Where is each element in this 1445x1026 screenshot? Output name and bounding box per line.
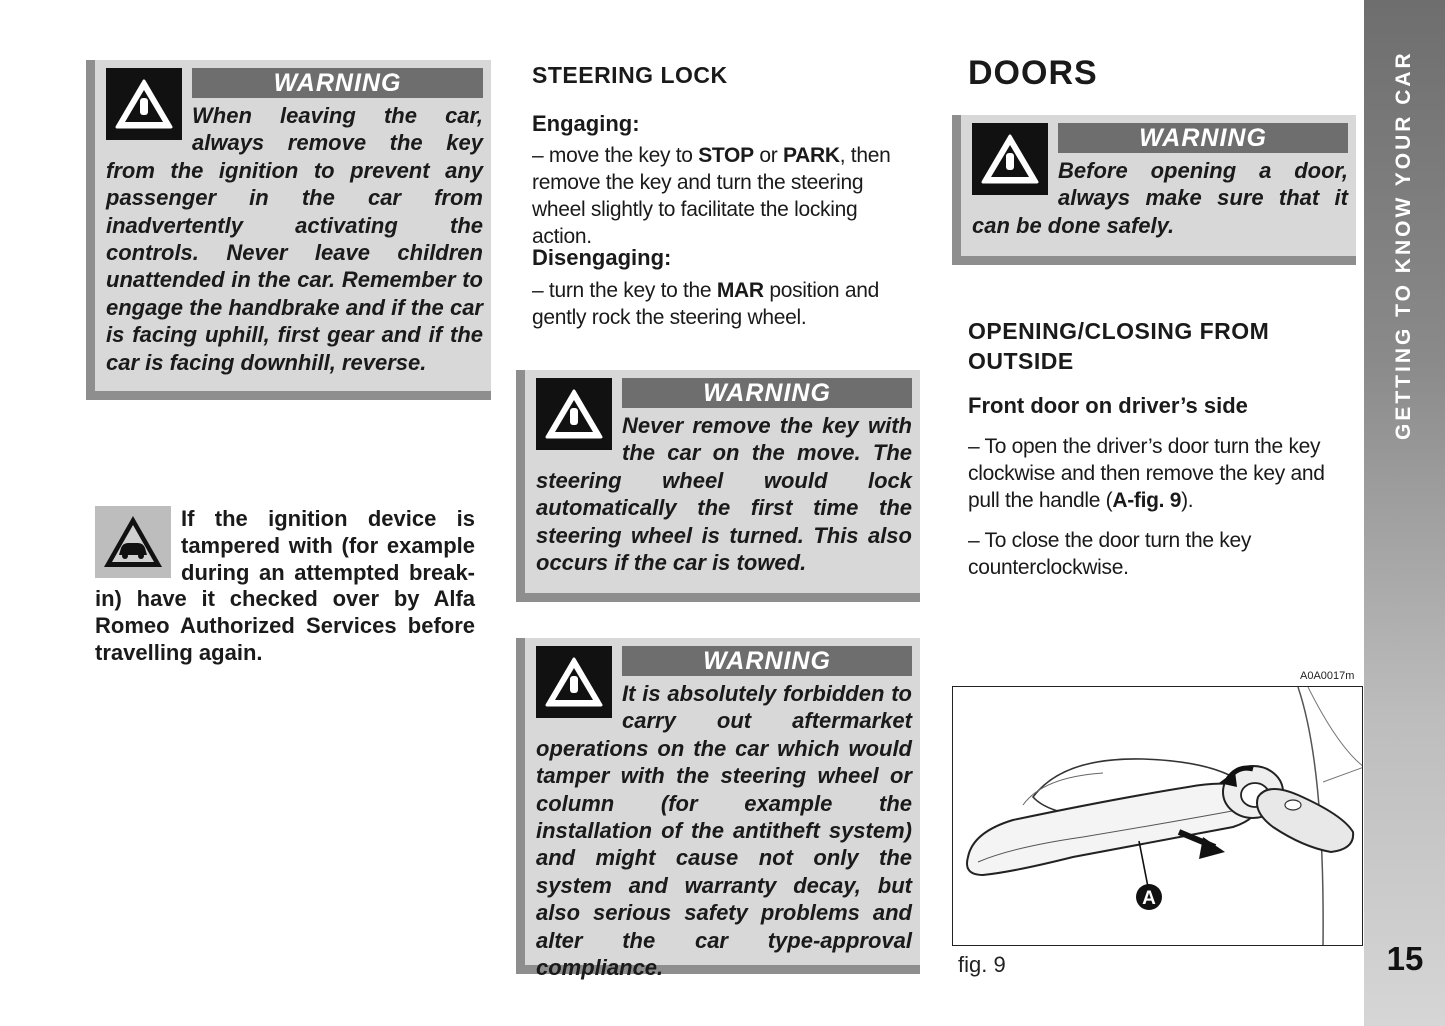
- warning-text: When leaving the car, always remove the key from the ignition to prevent any passenger in the car from inadvertently activating the controls. Never leave children unattended in the car. Remember to engage the handbrake and if the car is facing uphill, first gear and if the car is facing downhill, reverse.: [106, 103, 483, 375]
- steering-lock-heading: STEERING LOCK: [532, 62, 728, 88]
- mar-keyword: MAR: [716, 279, 764, 302]
- open-door-text-2: ).: [1181, 489, 1194, 512]
- disengaging-heading: Disengaging:: [532, 245, 672, 270]
- warning-text: Before opening a door, always make sure that it can be done safely.: [972, 158, 1348, 238]
- figure-caption: fig. 9: [958, 952, 1006, 977]
- warning-title: WARNING: [192, 68, 483, 98]
- figure-code: A0A0017m: [1300, 670, 1355, 682]
- opening-closing-heading: OPENING/CLOSING FROM OUTSIDE: [968, 318, 1270, 374]
- warning-box-key-move: [516, 370, 920, 602]
- page-number: 15: [1386, 940, 1424, 977]
- disengaging-paragraph: [532, 277, 912, 331]
- engaging-text-3: , then remove the key and turn the steering wheel slightly to facilitate the locking action.: [532, 144, 891, 248]
- warning-title: WARNING: [622, 646, 912, 676]
- warning-triangle-icon: [536, 378, 612, 450]
- open-door-text-1: – To open the driver’s door turn the key clockwise and then remove the key and pull the handle (: [968, 435, 1325, 512]
- door-handle-figure: [952, 686, 1363, 946]
- figure-reference: A-fig. 9: [1112, 489, 1182, 512]
- stop-keyword: STOP: [698, 144, 754, 167]
- warning-title: WARNING: [622, 378, 912, 408]
- figure-label-a: A: [1142, 888, 1156, 909]
- tamper-note-text: If the ignition device is tampered with (for example during an attempted break-in) have it checked over by Alfa Romeo Authorized Services before travelling again.: [95, 506, 475, 665]
- warning-box-ignition: [86, 60, 491, 400]
- warning-title: WARNING: [1058, 123, 1348, 153]
- front-door-heading: Front door on driver’s side: [968, 393, 1248, 418]
- tamper-note: [95, 506, 475, 667]
- warning-triangle-icon: [972, 123, 1048, 195]
- open-door-paragraph: [968, 433, 1353, 514]
- engaging-text-1: – move the key to: [532, 144, 699, 167]
- warning-box-doors: [952, 115, 1356, 265]
- engaging-text-2: or: [753, 144, 783, 167]
- doors-heading: DOORS: [968, 54, 1098, 92]
- disengaging-text-1: – turn the key to the: [532, 279, 717, 302]
- park-keyword: PARK: [782, 144, 840, 167]
- warning-triangle-icon: [536, 646, 612, 718]
- warning-box-aftermarket: [516, 638, 920, 981]
- engaging-paragraph: [532, 142, 912, 250]
- door-handle-illustration: [953, 687, 1363, 946]
- disengaging-text-2: position and gently rock the steering wheel.: [532, 279, 879, 329]
- section-tab-label: GETTING TO KNOW YOUR CAR: [1392, 50, 1415, 440]
- close-door-paragraph: – To close the door turn the key counterclockwise.: [968, 529, 1252, 579]
- engaging-heading: Engaging:: [532, 111, 640, 136]
- warning-text: It is absolutely forbidden to carry out aftermarket operations on the car which would tamper with the steering wheel or column (for example the installation of the antitheft system) and might cause not only the system and warranty decay, but also serious safety problems and alter the car type-approval compliance.: [536, 681, 912, 981]
- car-caution-icon: [95, 506, 171, 578]
- warning-text: Never remove the key with the car on the move. The steering wheel would lock automatically the first time the steering wheel is turned. This also occurs if the car is towed.: [536, 413, 912, 576]
- warning-triangle-icon: [106, 68, 182, 140]
